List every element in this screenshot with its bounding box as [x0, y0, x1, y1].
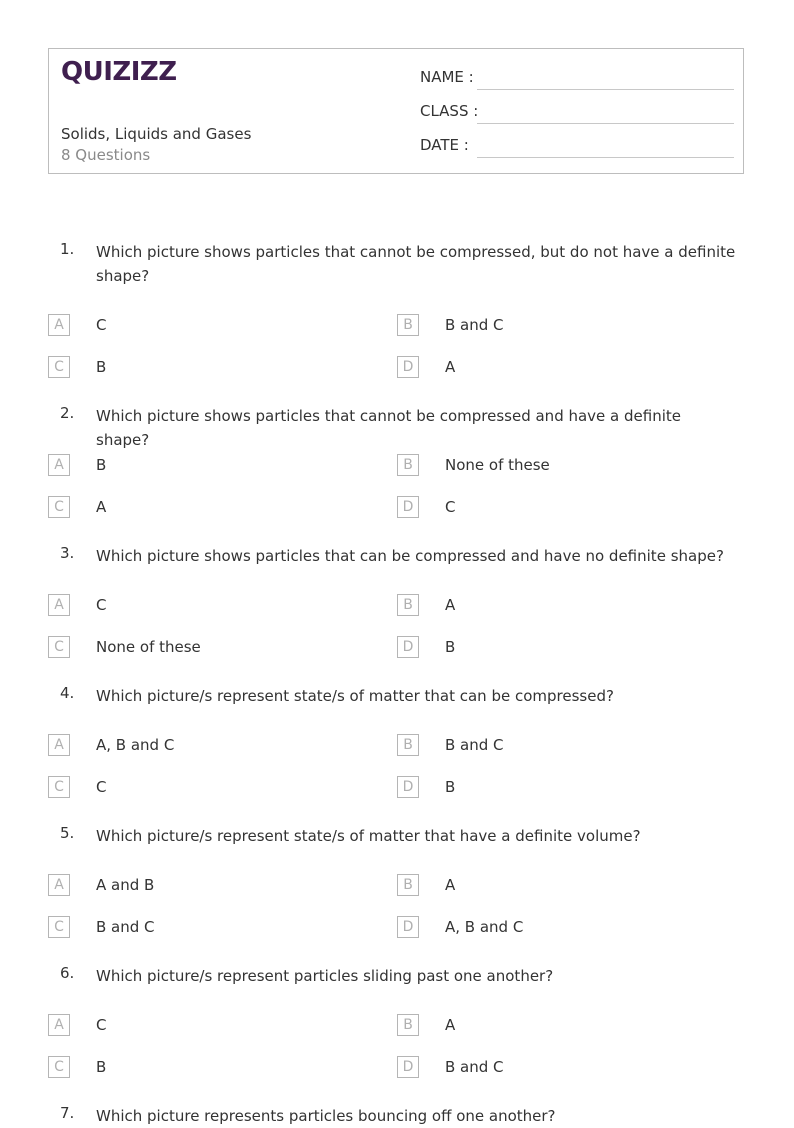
- question-number: 3.: [60, 544, 75, 562]
- name-line[interactable]: [477, 89, 734, 90]
- option-text: C: [96, 778, 107, 796]
- question-text: Which picture represents particles bouncing off one another?: [96, 1107, 556, 1125]
- worksheet-header: [48, 48, 744, 174]
- option-text: A, B and C: [96, 736, 175, 754]
- option-text: A: [445, 358, 456, 376]
- question-text: Which picture/s represent state/s of matter that have a definite volume?: [96, 827, 641, 845]
- option-text: A: [96, 498, 107, 516]
- option-letter-box: D: [397, 916, 419, 938]
- worksheet-title: Solids, Liquids and Gases: [61, 125, 252, 143]
- date-field[interactable]: [420, 136, 734, 160]
- option-letter-box: C: [48, 916, 70, 938]
- question-number: 6.: [60, 964, 75, 982]
- option-letter-box: B: [397, 314, 419, 336]
- question-text: Which picture shows particles that can be compressed and have no definite shape?: [96, 547, 724, 565]
- class-line[interactable]: [477, 123, 734, 124]
- name-field[interactable]: [420, 68, 734, 92]
- option-letter-box: B: [397, 734, 419, 756]
- name-label: NAME :: [420, 68, 474, 86]
- option-text: B: [445, 778, 456, 796]
- question-count: 8 Questions: [61, 146, 151, 164]
- option-text: B: [96, 358, 107, 376]
- question-text: Which picture/s represent state/s of matter that can be compressed?: [96, 687, 614, 705]
- option-text: A: [445, 596, 456, 614]
- option-text: C: [445, 498, 456, 516]
- quizizz-logo: QUIZIZZ: [61, 57, 177, 87]
- option-text: A: [445, 876, 456, 894]
- class-label: CLASS :: [420, 102, 479, 120]
- option-text: C: [96, 316, 107, 334]
- option-text: B and C: [445, 1058, 504, 1076]
- option-letter-box: D: [397, 1056, 419, 1078]
- option-text: B and C: [445, 316, 504, 334]
- option-text: None of these: [445, 456, 550, 474]
- option-letter-box: A: [48, 1014, 70, 1036]
- option-text: A, B and C: [445, 918, 524, 936]
- option-letter-box: D: [397, 636, 419, 658]
- date-line[interactable]: [477, 157, 734, 158]
- option-letter-box: A: [48, 594, 70, 616]
- option-letter-box: C: [48, 496, 70, 518]
- option-letter-box: C: [48, 776, 70, 798]
- option-letter-box: B: [397, 454, 419, 476]
- option-letter-box: C: [48, 1056, 70, 1078]
- option-letter-box: A: [48, 314, 70, 336]
- option-letter-box: D: [397, 776, 419, 798]
- question-text: Which picture/s represent particles sliding past one another?: [96, 967, 554, 985]
- option-letter-box: C: [48, 356, 70, 378]
- option-letter-box: A: [48, 874, 70, 896]
- option-letter-box: B: [397, 874, 419, 896]
- option-text: B and C: [96, 918, 155, 936]
- option-text: A: [445, 1016, 456, 1034]
- option-letter-box: C: [48, 636, 70, 658]
- option-text: None of these: [96, 638, 201, 656]
- option-text: B: [96, 1058, 107, 1076]
- option-text: C: [96, 1016, 107, 1034]
- option-letter-box: D: [397, 356, 419, 378]
- option-text: C: [96, 596, 107, 614]
- question-number: 1.: [60, 240, 75, 258]
- date-label: DATE :: [420, 136, 469, 154]
- option-letter-box: A: [48, 734, 70, 756]
- option-letter-box: B: [397, 1014, 419, 1036]
- option-text: A and B: [96, 876, 155, 894]
- option-text: B: [445, 638, 456, 656]
- class-field[interactable]: [420, 102, 734, 126]
- question-number: 7.: [60, 1104, 75, 1122]
- question-text: Which picture shows particles that cannot be compressed and have a definite shape?: [96, 407, 681, 449]
- option-letter-box: D: [397, 496, 419, 518]
- question-number: 2.: [60, 404, 75, 422]
- option-letter-box: B: [397, 594, 419, 616]
- question-text: Which picture shows particles that cannot be compressed, but do not have a definite shape?: [96, 243, 736, 285]
- question-number: 5.: [60, 824, 75, 842]
- question-number: 4.: [60, 684, 75, 702]
- option-letter-box: A: [48, 454, 70, 476]
- option-text: B and C: [445, 736, 504, 754]
- option-text: B: [96, 456, 107, 474]
